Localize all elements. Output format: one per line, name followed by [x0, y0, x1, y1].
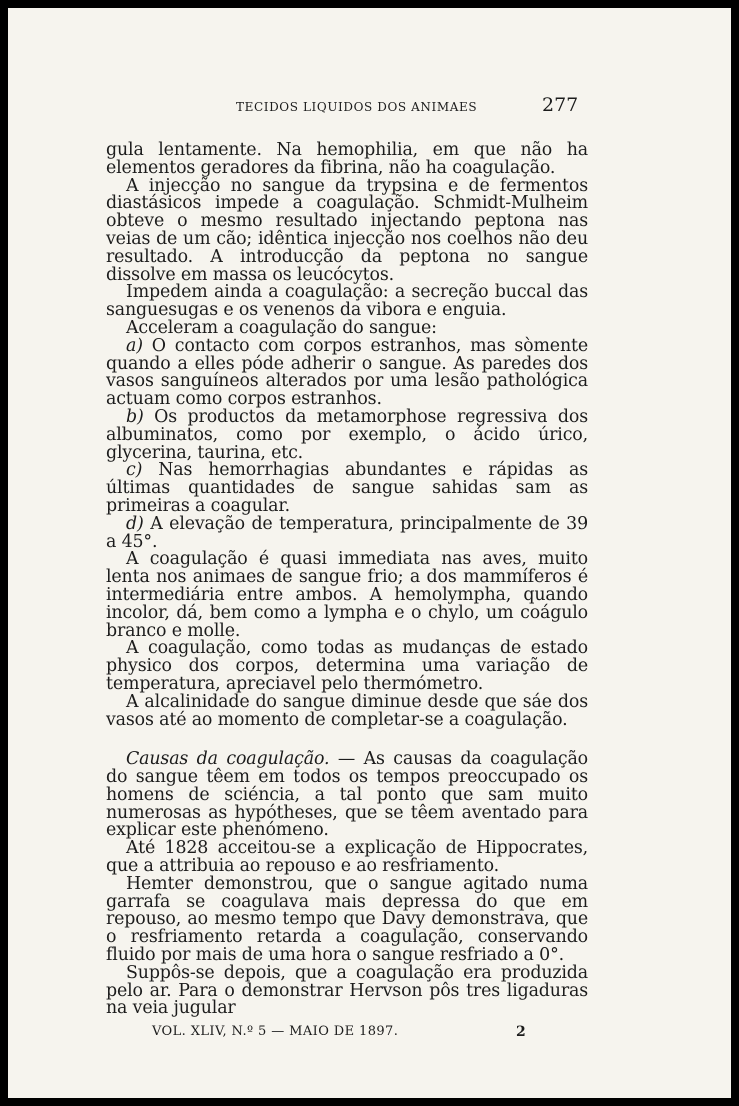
- paragraph: A injecção no sangue da trypsina e de fermentos diastásicos impede a coagulação. Schmidt-Mulheim obteve o mesmo resultado injectando peptona nas veias de um cão; idêntica injecção nos coelhos não deu resultado. A introducção da peptona no sangue dissolve em massa os leucócytos.: [106, 175, 588, 285]
- list-item: a) O contacto com corpos estranhos, mas sòmente quando a elles póde adherir o sangue. As paredes dos vasos sanguíneos alterados por uma lesão pathológica actuam como corpos estranhos.: [106, 335, 588, 410]
- page-header: [106, 92, 588, 118]
- list-letter: c): [126, 460, 143, 481]
- paragraph: Suppôs-se depois, que a coagulação era produzida pelo ar. Para o demonstrar Hervson pôs tres ligaduras na veia jugular: [106, 962, 588, 1019]
- list-item: c) Nas hemorrhagias abundantes e rápidas as últimas quantidades de sangue sahidas sam as primeiras a coagular.: [106, 460, 588, 516]
- paragraph: Acceleram a coagulação do sangue:: [126, 317, 437, 338]
- section-paragraph: Causas da coagulação. — As causas da coagulação do sangue têem em todos os tempos preoccupado os homens de sciéncia, a tal ponto que sam muito numerosas as hypótheses, que se têem aventado para explicar este phenómeno.: [106, 749, 589, 841]
- list-letter: a): [126, 335, 143, 356]
- page-content: [106, 92, 588, 1042]
- paragraph: gula lentamente. Na hemophilia, em que não ha elementos geradores da fibrina, não ha coagulação.: [106, 140, 588, 178]
- page-footer: [106, 1018, 588, 1042]
- paragraph: A coagulação é quasi immediata nas aves, muito lenta nos animaes de sangue frio; a dos mammíferos é intermediária entre ambos. A hemolympha, quando incolor, dá, bem como a lympha e o chylo, um coágulo branco e molle.: [106, 549, 588, 641]
- list-letter: b): [126, 406, 144, 427]
- section-heading: Causas da coagulação.: [126, 749, 330, 770]
- list-item: d) A elevação de temperatura, principalmente de 39 a 45°.: [106, 513, 588, 552]
- signature-mark: 2: [516, 1024, 526, 1041]
- body-text: [106, 142, 588, 1018]
- running-head: TECIDOS LIQUIDOS DOS ANIMAES: [236, 100, 478, 114]
- book-page: [8, 8, 731, 1098]
- footer-volume-note: VOL. XLIV, N.º 5 — MAIO DE 1897.: [152, 1024, 399, 1040]
- paragraph: Impedem ainda a coagulação: a secreção buccal das sanguesugas e os venenos da vibora e enguia.: [106, 282, 588, 321]
- paragraph: Hemter demonstrou, que o sangue agitado numa garrafa se coagulava mais depressa do que em repouso, ao mesmo tempo que Davy demonstrava, que o resfriamento retarda a coagulação, conservando fluido por mais de uma hora o sangue resfriado a 0°.: [106, 873, 588, 966]
- list-item: b) Os productos da metamorphose regressiva dos albuminatos, como por exemplo, o ácido úrico, glycerina, taurina, etc.: [106, 406, 588, 463]
- paragraph: A alcalinidade do sangue diminue desde que sáe dos vasos até ao momento de completar-se a coagulação.: [106, 691, 588, 730]
- list-letter: d): [126, 513, 144, 534]
- page-number: 277: [542, 94, 579, 116]
- paragraph: Até 1828 acceitou-se a explicação de Hippocrates, que a attribuia ao repouso e ao resfriamento.: [106, 838, 588, 877]
- paragraph: A coagulação, como todas as mudanças de estado physico dos corpos, determina uma variação de temperatura, apreciavel pelo thermómetro.: [106, 638, 588, 694]
